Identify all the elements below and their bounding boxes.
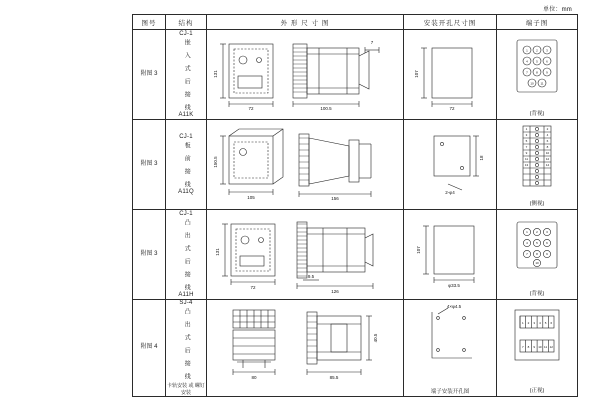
cell-structure	[166, 120, 207, 210]
table-row	[133, 120, 578, 210]
structure-note: 卡轨安装 或 螺钉安装	[167, 382, 205, 396]
svg-text:5: 5	[544, 321, 547, 325]
table-row	[133, 30, 578, 120]
outline-drawing-2	[207, 120, 403, 209]
structure-description: 板 前 接 线	[183, 141, 190, 188]
svg-text:2: 2	[536, 230, 538, 235]
svg-text:9: 9	[533, 345, 536, 349]
cell-figure-no: 附图 3	[133, 30, 166, 120]
cell-mounting-drawing	[404, 210, 497, 300]
svg-text:10: 10	[530, 81, 534, 86]
svg-text:5: 5	[536, 241, 538, 246]
terminal-svg-3	[497, 210, 577, 286]
table-row	[133, 210, 578, 300]
structure-description: 嵌 入 式 后 接 线	[183, 38, 190, 111]
svg-text:8: 8	[536, 70, 538, 75]
svg-text:12: 12	[549, 345, 553, 349]
svg-text:8: 8	[527, 345, 530, 349]
header-figure-no: 图号	[133, 15, 166, 30]
cell-terminal-diagram	[497, 300, 578, 397]
dim-label: 131	[215, 248, 220, 256]
terminal-svg-2	[497, 120, 577, 196]
svg-text:7: 7	[525, 145, 528, 149]
cell-terminal-diagram	[497, 210, 578, 300]
mounting-drawing-3	[404, 210, 496, 299]
structure-description: 凸 出 式 后 接 线	[183, 218, 190, 291]
svg-text:2: 2	[546, 127, 549, 131]
svg-text:9: 9	[546, 252, 548, 257]
svg-text:4: 4	[526, 59, 528, 64]
terminal-caption: (侧视)	[529, 201, 545, 207]
svg-text:10: 10	[538, 345, 542, 349]
cell-mounting-drawing	[404, 120, 497, 210]
svg-text:11: 11	[544, 345, 548, 349]
dim-label: 156	[331, 196, 339, 201]
structure-code-top: CJ-1	[179, 133, 193, 140]
cell-mounting-drawing	[404, 300, 497, 397]
svg-text:2: 2	[536, 48, 538, 53]
dim-label: 4×φ4.5	[446, 304, 462, 309]
cell-outline-drawing	[207, 30, 404, 120]
svg-text:1: 1	[526, 48, 528, 53]
svg-text:2: 2	[527, 321, 530, 325]
dim-label: 2-φ4	[445, 190, 455, 195]
terminal-caption: (背视)	[529, 291, 545, 297]
svg-text:8: 8	[536, 252, 538, 257]
structure-code-bottom: A11K	[178, 112, 194, 119]
outline-svg-4	[207, 300, 403, 388]
svg-text:7: 7	[526, 70, 528, 75]
outline-svg-1	[207, 30, 403, 118]
table-row	[133, 300, 578, 397]
dim-label: 18	[479, 155, 484, 161]
dim-label: 7	[370, 40, 374, 45]
header-structure: 结构	[166, 15, 207, 30]
svg-text:11: 11	[540, 81, 544, 86]
outline-svg-3	[207, 210, 403, 298]
svg-text:12: 12	[545, 157, 550, 161]
svg-text:13: 13	[524, 163, 529, 167]
svg-text:14: 14	[545, 163, 550, 167]
svg-text:9: 9	[546, 70, 548, 75]
mounting-svg-4	[404, 300, 496, 380]
structure-code-bottom: A11Q	[178, 189, 194, 196]
svg-text:4: 4	[526, 241, 528, 246]
svg-text:3: 3	[546, 230, 548, 235]
svg-text:1: 1	[521, 321, 524, 325]
dim-label: 107	[416, 246, 421, 254]
svg-text:8: 8	[546, 145, 549, 149]
dim-label: 105	[247, 195, 255, 200]
dim-label: 40.5	[373, 333, 378, 343]
outline-drawing-1	[207, 30, 403, 119]
dim-label: 80	[251, 375, 257, 380]
dim-label: 100.5	[320, 106, 332, 111]
structure-code-top: CJ-1	[179, 30, 193, 37]
dim-label: 107	[414, 70, 419, 78]
svg-text:1: 1	[526, 230, 528, 235]
dim-label: 72	[449, 106, 455, 111]
mounting-svg-1	[404, 30, 496, 118]
svg-text:7: 7	[526, 252, 528, 257]
svg-text:6: 6	[546, 59, 548, 64]
cell-mounting-drawing	[404, 30, 497, 120]
svg-text:3: 3	[525, 133, 528, 137]
outline-drawing-4	[207, 300, 403, 396]
mounting-svg-3	[404, 210, 496, 298]
terminal-caption: (正视)	[529, 387, 545, 394]
mounting-caption: 端子安装开孔图	[430, 388, 470, 395]
structure-code-bottom: A11H	[178, 292, 194, 299]
outline-svg-2	[207, 120, 403, 208]
mounting-drawing-1	[404, 30, 496, 119]
svg-text:5: 5	[536, 59, 538, 64]
terminal-caption: (背视)	[529, 111, 545, 117]
dim-label: 72	[250, 285, 256, 290]
cell-outline-drawing	[207, 300, 404, 397]
terminal-drawing-3	[497, 210, 577, 299]
cell-structure	[166, 300, 207, 397]
dim-label: φ33.5	[448, 283, 460, 288]
cell-structure	[166, 210, 207, 300]
structure-description: 凸 出 式 后 接 线	[183, 308, 190, 380]
structure-code-top: SJ-4	[179, 300, 193, 306]
cell-figure-no: 附图 3	[133, 120, 166, 210]
terminal-svg-1	[497, 30, 577, 106]
mounting-drawing-4	[404, 300, 496, 396]
cell-outline-drawing	[207, 120, 404, 210]
cell-outline-drawing	[207, 210, 404, 300]
svg-text:11: 11	[524, 157, 529, 161]
svg-text:3: 3	[546, 48, 548, 53]
unit-note: 单位：mm	[543, 7, 572, 13]
cell-terminal-diagram	[497, 30, 578, 120]
cell-structure	[166, 30, 207, 120]
mounting-drawing-2	[404, 120, 496, 209]
cell-figure-no: 附图 3	[133, 210, 166, 300]
dim-label: 85.5	[329, 375, 339, 380]
svg-text:10: 10	[545, 151, 550, 155]
header-outline-dim: 外 形 尺 寸 图	[207, 15, 404, 30]
outline-drawing-3	[207, 210, 403, 299]
dim-label: 126	[331, 289, 339, 294]
dim-label: 9.5	[307, 274, 315, 279]
terminal-drawing-1	[497, 30, 577, 119]
table-header-row	[133, 15, 578, 30]
terminal-drawing-2	[497, 120, 577, 209]
svg-text:4: 4	[539, 321, 541, 325]
svg-text:1: 1	[525, 127, 528, 131]
header-mounting-hole-dim: 安装开孔尺寸图	[404, 15, 497, 30]
terminal-drawing-4	[497, 300, 577, 396]
svg-text:9: 9	[525, 151, 528, 155]
dim-label: 150.5	[213, 156, 218, 168]
svg-text:5: 5	[525, 139, 528, 143]
dim-label: 131	[213, 70, 218, 78]
svg-text:3: 3	[533, 321, 536, 325]
svg-text:7: 7	[521, 345, 524, 349]
svg-text:6: 6	[550, 321, 553, 325]
mounting-svg-2	[404, 120, 496, 208]
svg-text:6: 6	[546, 241, 548, 246]
specification-table	[132, 14, 578, 397]
terminal-svg-4	[497, 300, 577, 374]
svg-text:4: 4	[546, 133, 549, 137]
header-terminal-diagram: 端子图	[497, 15, 578, 30]
dim-label: 72	[248, 106, 254, 111]
cell-terminal-diagram	[497, 120, 578, 210]
svg-text:10: 10	[535, 261, 539, 266]
structure-code-top: CJ-1	[179, 210, 193, 217]
cell-figure-no: 附图 4	[133, 300, 166, 397]
svg-text:6: 6	[546, 139, 549, 143]
